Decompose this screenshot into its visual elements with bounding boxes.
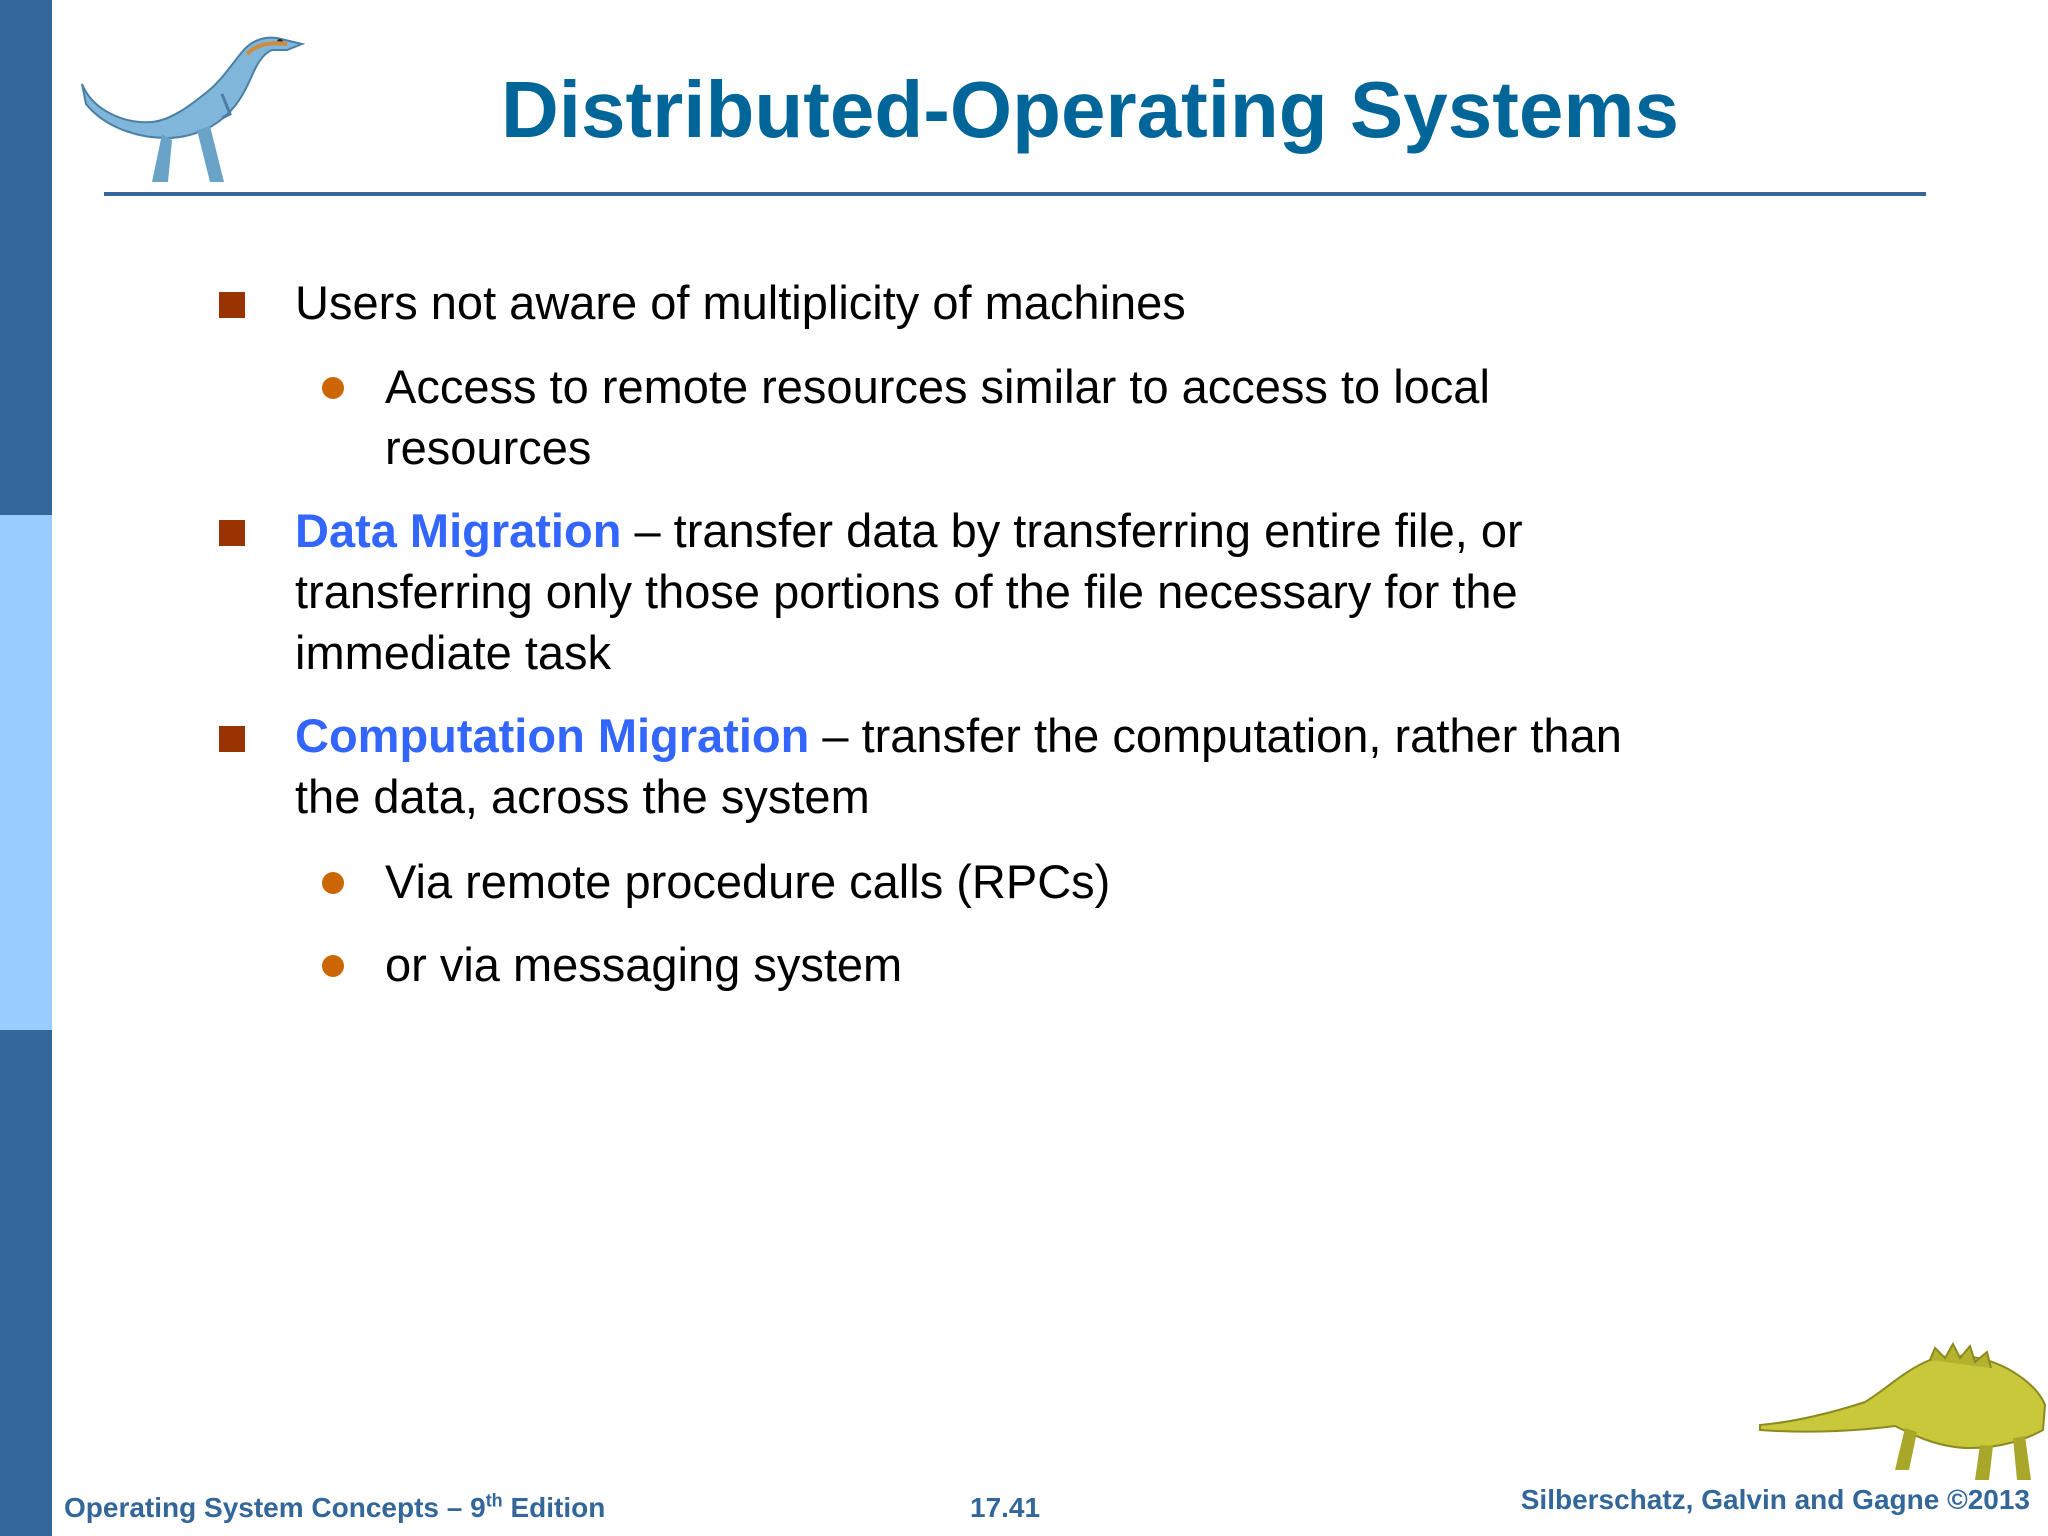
round-bullet-icon — [322, 955, 344, 977]
sidebar-segment-middle — [0, 515, 52, 1030]
slide-title: Distributed-Operating Systems — [500, 65, 1679, 154]
round-bullet-icon — [322, 872, 344, 894]
footer-edition-label: Edition — [502, 1492, 606, 1523]
footer-page-number: 17.41 — [970, 1492, 1041, 1523]
left-sidebar-band — [0, 0, 52, 1536]
footer-edition-superscript: th — [485, 1490, 503, 1511]
dinosaur-icon — [72, 14, 322, 194]
bullet-3-sub-2: or via messaging system — [385, 938, 903, 991]
square-bullet-icon — [219, 292, 245, 318]
sidebar-segment-top — [0, 0, 52, 515]
title-divider — [104, 192, 1926, 196]
round-bullet-icon — [322, 377, 344, 399]
bullet-3-description: – transfer the computation, rather than the data, across the system — [295, 709, 1622, 823]
footer-authors: Silberschatz, Galvin and Gagne ©2013 — [1520, 1484, 2030, 1515]
footer-book-title-main: Operating System Concepts – 9 — [64, 1492, 486, 1523]
square-bullet-icon — [219, 520, 245, 546]
square-bullet-icon — [219, 726, 245, 752]
term-computation-migration: Computation Migration — [295, 709, 810, 762]
sidebar-segment-bottom — [0, 1030, 52, 1536]
term-data-migration: Data Migration — [295, 504, 622, 557]
bullet-2-text — [295, 500, 1685, 683]
bullet-1-text: Users not aware of multiplicity of machines — [295, 276, 1186, 329]
footer-book-title — [64, 1492, 605, 1524]
bullet-3-text — [295, 705, 1685, 827]
lizard-icon — [1755, 1330, 2048, 1490]
bullet-3-sub-1: Via remote procedure calls (RPCs) — [385, 855, 1111, 908]
bullet-2-description: – transfer data by transferring entire file, or transferring only those portions of the file necessary for the immediate task — [295, 504, 1523, 679]
bullet-1-sub-1: Access to remote resources similar to access to local resources — [385, 360, 1490, 474]
